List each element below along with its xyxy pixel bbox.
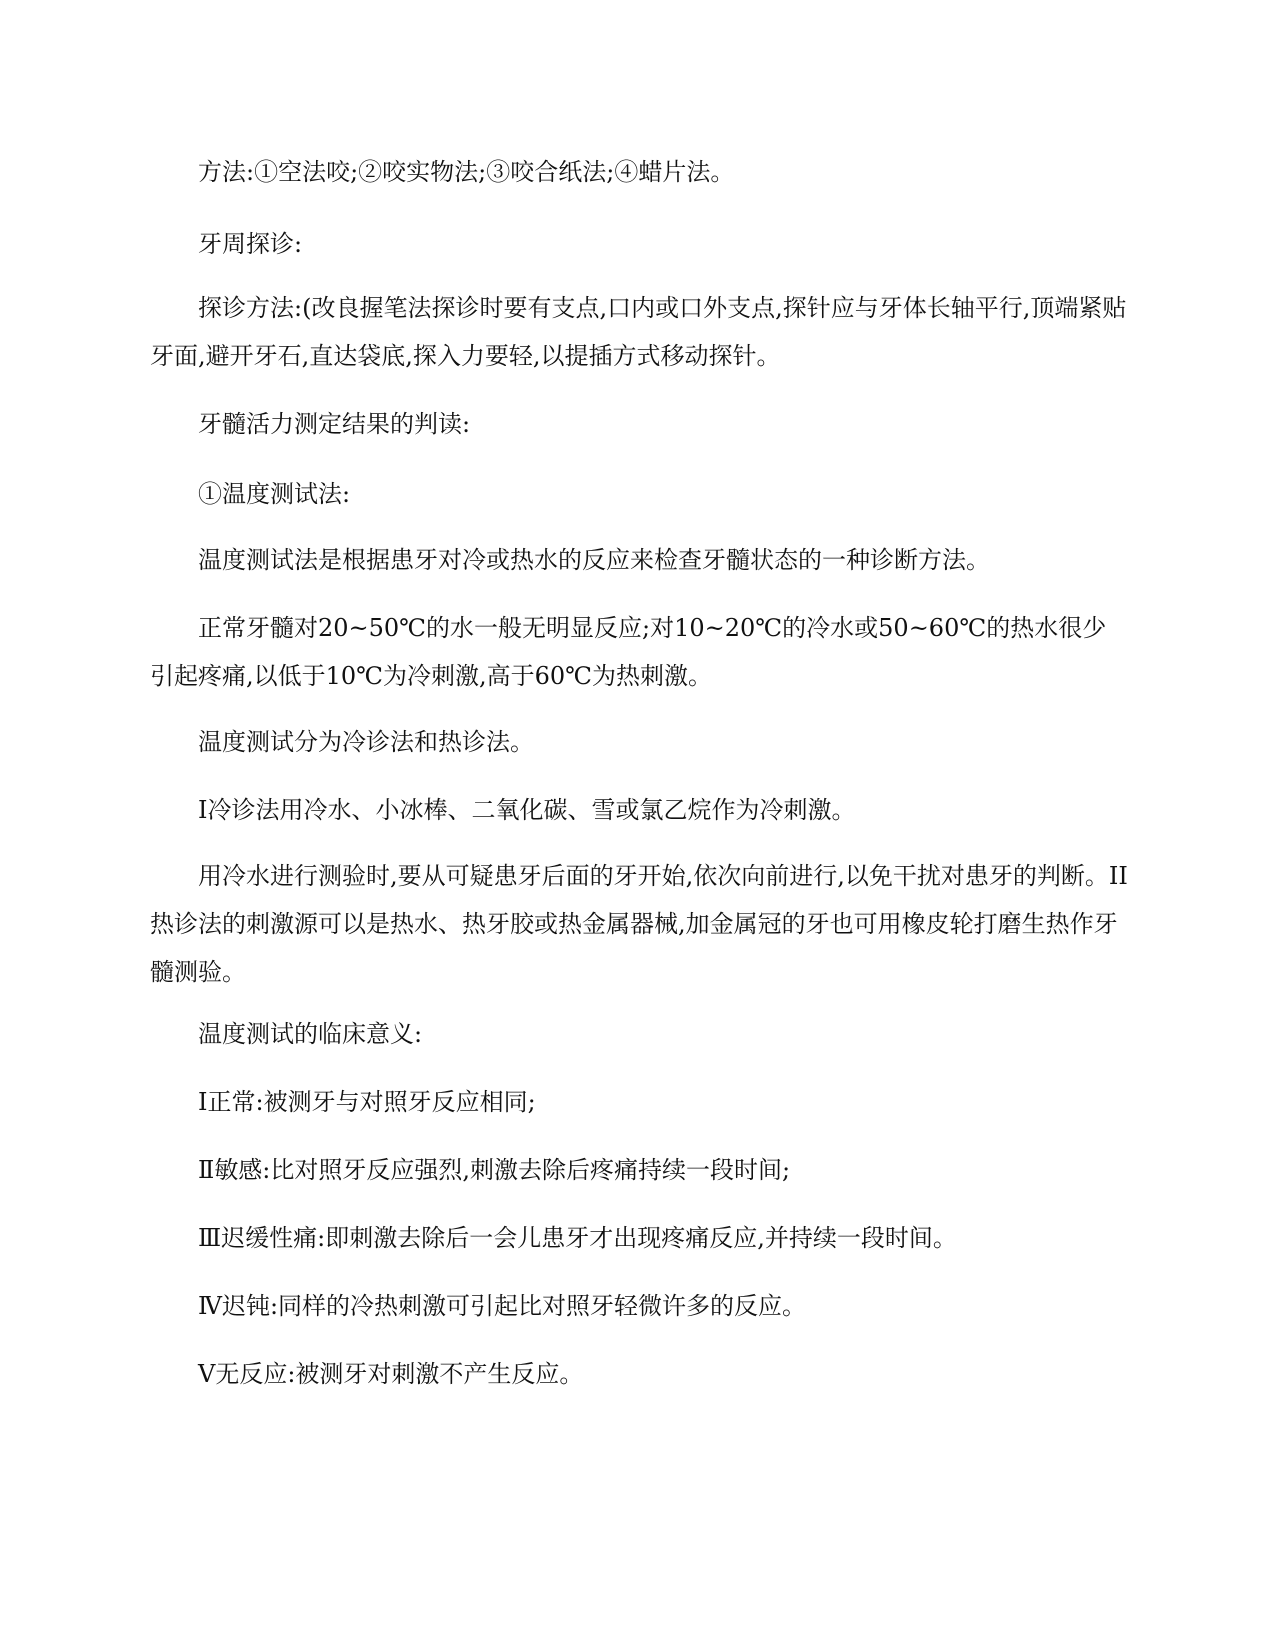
heading-periodontal-probing: 牙周探诊: <box>198 230 303 258</box>
item-sensitive: Ⅱ敏感:比对照牙反应强烈,刺激去除后疼痛持续一段时间; <box>198 1156 791 1184</box>
paragraph-cold-water-procedure: 用冷水进行测验时,要从可疑患牙后面的牙开始,依次向前进行,以免干扰对患牙的判断。II热诊法的刺激源可以是热水、热牙胶或热金属器械,加金属冠的牙也可用橡皮轮打磨生热作牙髓测验。 <box>150 862 1128 986</box>
heading-thermal-test: ①温度测试法: <box>198 480 351 508</box>
paragraph-cold-test: I冷诊法用冷水、小冰棒、二氧化碳、雪或氯乙烷作为冷刺激。 <box>198 796 856 824</box>
item-delayed-pain: Ⅲ迟缓性痛:即刺激去除后一会儿患牙才出现疼痛反应,并持续一段时间。 <box>198 1224 957 1252</box>
paragraph-normal-pulp: 正常牙髓对20~50℃的水一般无明显反应;对10~20℃的冷水或50~60℃的热水很少引起疼痛,以低于10℃为冷刺激,高于60℃为热刺激。 <box>150 614 1107 690</box>
paragraph-thermal-definition: 温度测试法是根据患牙对冷或热水的反应来检查牙髓状态的一种诊断方法。 <box>198 546 990 574</box>
item-no-response: Ⅴ无反应:被测牙对刺激不产生反应。 <box>198 1360 584 1388</box>
heading-pulp-vitality: 牙髓活力测定结果的判读: <box>198 410 471 438</box>
paragraph-bite-methods: 方法:①空法咬;②咬实物法;③咬合纸法;④蜡片法。 <box>198 158 735 186</box>
heading-clinical-significance: 温度测试的临床意义: <box>198 1020 423 1048</box>
item-dull: Ⅳ迟钝:同样的冷热刺激可引起比对照牙轻微许多的反应。 <box>198 1292 807 1320</box>
paragraph-probing-method: 探诊方法:(改良握笔法探诊时要有支点,口内或口外支点,探针应与牙体长轴平行,顶端紧贴牙面,避开牙石,直达袋底,探入力要轻,以提插方式移动探针。 <box>150 294 1127 370</box>
item-normal: Ⅰ正常:被测牙与对照牙反应相同; <box>198 1088 536 1116</box>
paragraph-test-types: 温度测试分为冷诊法和热诊法。 <box>198 728 534 756</box>
